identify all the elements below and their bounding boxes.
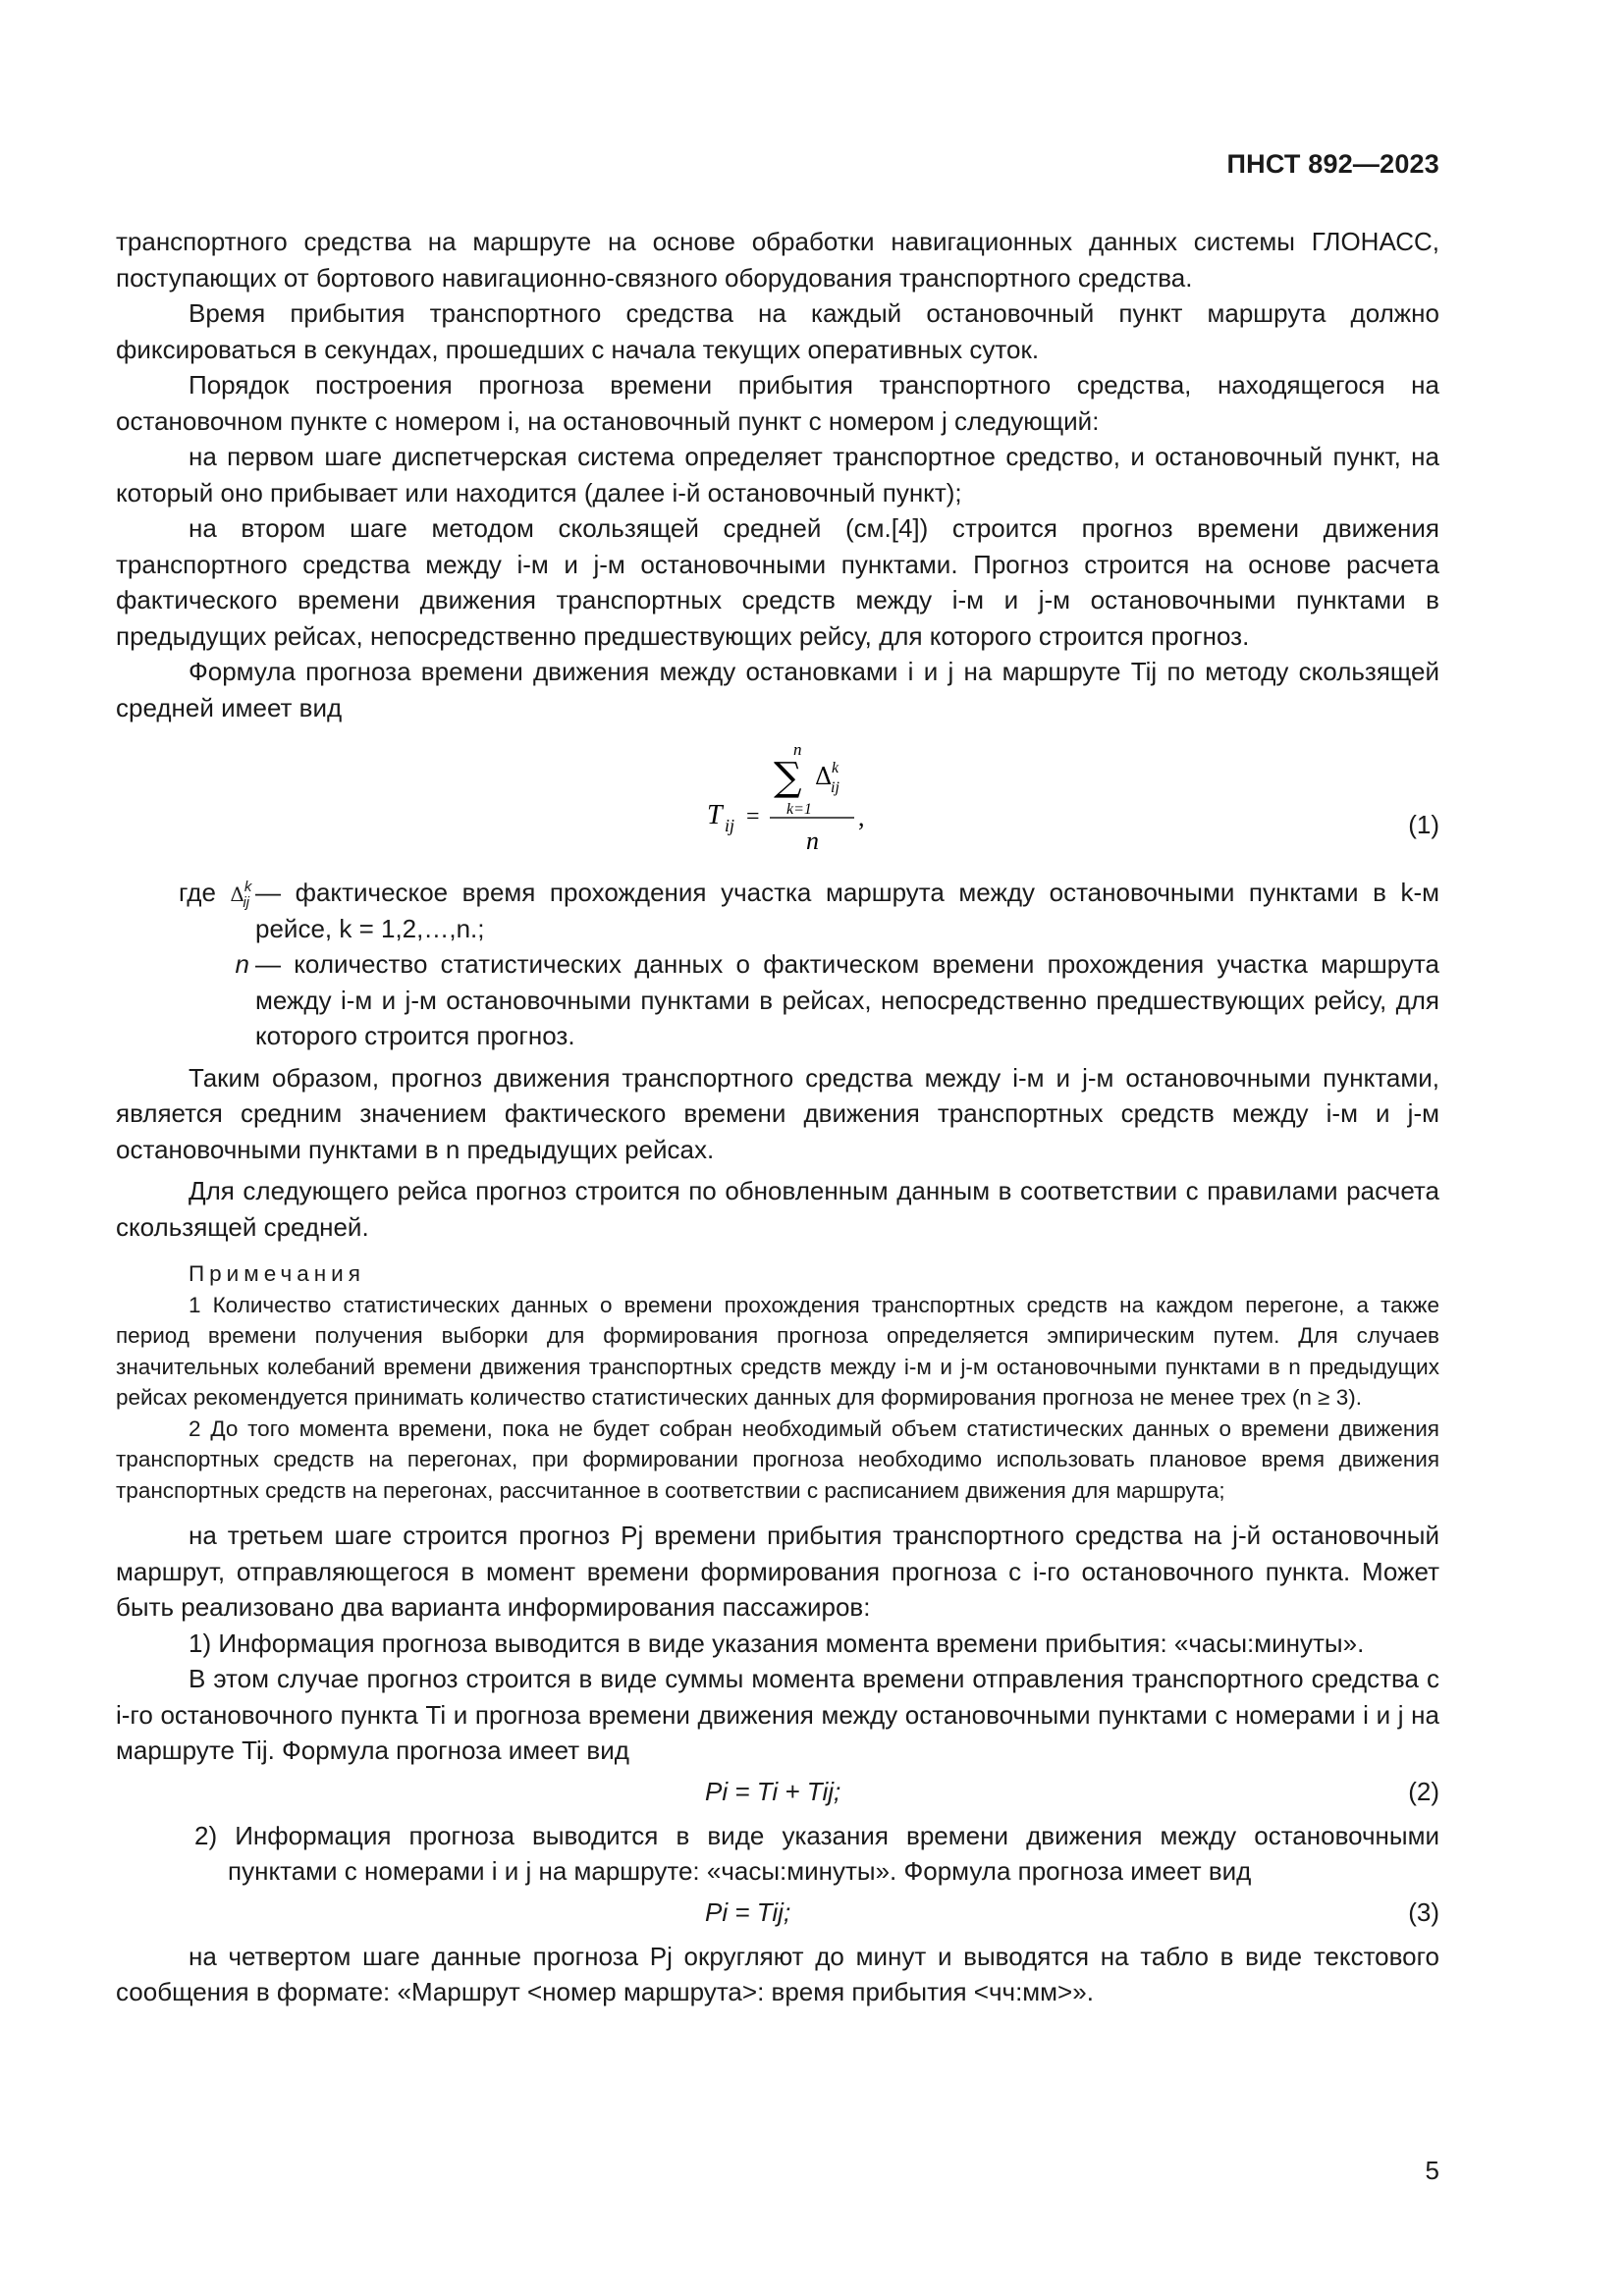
svg-text:=: =	[746, 804, 760, 829]
paragraph-1: транспортного средства на маршруте на основе обработки навигационных данных системы ГЛОНАСС, поступающих от бортового навигационно-связного оборудования транспортного средства.	[116, 227, 1439, 293]
delta-sub: ij	[831, 779, 839, 796]
paragraph-6: Формула прогноза времени движения между остановками i и j на маршруте Tij по методу скользящей средней имеет вид	[116, 657, 1439, 722]
sum-upper-limit: n	[793, 740, 802, 759]
formula-1	[116, 733, 1439, 871]
equation-number-1: (1)	[1408, 810, 1439, 839]
document-id: ПНСТ 892—2023	[1226, 149, 1439, 179]
delta-symbol: Δ	[815, 763, 833, 790]
page-body	[116, 224, 1439, 2010]
paragraph-9: на третьем шаге строится прогноз Pj времени прибытия транспортного средства на j-й остановочный маршрут, отправляющегося в момент времени формирования прогноза с i-го остановочного пункта. Может быть реализовано два варианта информирования пассажиров:	[116, 1521, 1439, 1622]
formula-2	[116, 1769, 1439, 1818]
paragraph-11: В этом случае прогноз строится в виде суммы момента времени отправления транспортного средства с i-го остановочного пункта Ti и прогноза времени движения между остановочными пунктами с номерами i и j на маршруте Tij. Формула прогноза имеет вид	[116, 1664, 1439, 1765]
paragraph-8: Для следующего рейса прогноз строится по обновленным данным в соответствии с правилами расчета скользящей средней.	[116, 1176, 1439, 1242]
delta-sup: k	[832, 760, 839, 776]
definition-symbol: где $\Delta^k_{ij}$	[178, 878, 252, 911]
definition-text: — фактическое время прохождения участка маршрута между остановочными пунктами в k-м рейсе, k = 1,2,…,n.;	[255, 878, 1439, 943]
paragraph-4: на первом шаге диспетчерская система определяет транспортное средство, и остановочный пункт, на который оно прибывает или находится (далее i-й остановочный пункт);	[116, 442, 1439, 507]
notes-title: Примечания	[189, 1261, 365, 1286]
sum-lower-limit: k=1	[786, 801, 812, 818]
formula-3-expression: Pi = Tij;	[705, 1896, 791, 1927]
page-number: 5	[1425, 2156, 1439, 2185]
paragraph-12: 2) Информация прогноза выводится в виде указания времени движения между остановочными пунктами с номерами i и j на маршруте: «часы:минуты». Формула прогноза имеет вид	[194, 1820, 1439, 1886]
sum-sign-icon: ∑	[774, 755, 802, 800]
note-1: 1 Количество статистических данных о времени прохождения транспортных средств на каждом перегоне, а также период времени получения выборки для формирования прогноза определяется эмпирическим путем. Для случаев значительных колебаний времени движения транспортных средств между i-м и j-м остановочными пунктами в n предыдущих рейсах рекомендуется принимать количество статистических данных для формирования прогноза не менее трех (n ≥ 3).	[116, 1292, 1439, 1410]
paragraph-7: Таким образом, прогноз движения транспортного средства между i-м и j-м остановочными пунктами, является средним значением фактического времени движения транспортных средств между i-м и j-м остановочными пунктами в n предыдущих рейсах.	[116, 1062, 1439, 1164]
svg-text:,: ,	[858, 803, 865, 831]
notes-section	[116, 1258, 1439, 1506]
formula-denominator: n	[806, 827, 819, 855]
moving-average-formula	[705, 733, 960, 871]
formula-2-expression: Pi = Ti + Tij;	[705, 1776, 841, 1806]
equation-number-3: (3)	[1408, 1896, 1439, 1927]
definition-delta	[116, 875, 1439, 946]
paragraph-2: Время прибытия транспортного средства на каждый остановочный пункт маршрута должно фиксироваться в секундах, прошедших с начала текущих оперативных суток.	[116, 298, 1439, 364]
symbol-definitions	[116, 875, 1439, 1054]
note-2: 2 До того момента времени, пока не будет собран необходимый объем статистических данных о времени движения транспортных средств на перегонах, при формировании прогноза необходимо использовать плановое время движения транспортных средств на перегонах, рассчитанное в соответствии с расписанием движения для маршрута;	[116, 1415, 1439, 1503]
definition-n	[116, 946, 1439, 1054]
paragraph-3: Порядок построения прогноза времени прибытия транспортного средства, находящегося на остановочном пункте с номером i, на остановочный пункт с номером j следующий:	[116, 370, 1439, 436]
paragraph-13: на четвертом шаге данные прогноза Pj округляют до минут и выводятся на табло в виде текстового сообщения в формате: «Маршрут <номер маршрута>: время прибытия <чч:мм>».	[116, 1941, 1439, 2006]
definition-symbol: n	[235, 949, 249, 979]
paragraph-10: 1) Информация прогноза выводится в виде указания момента времени прибытия: «часы:минуты».	[189, 1628, 1365, 1658]
formula-lhs: T	[707, 800, 723, 830]
formula-3	[116, 1890, 1439, 1939]
definition-text: — количество статистических данных о фактическом времени прохождения участка маршрута между i-м и j-м остановочными пунктами в рейсах, непосредственно предшествующих рейсу, для которого строится прогноз.	[255, 949, 1439, 1050]
paragraph-5: на втором шаге методом скользящей средней (см.[4]) строится прогноз времени движения транспортного средства между i-м и j-м остановочными пунктами. Прогноз строится на основе расчета фактического времени движения транспортных средств между i-м и j-м остановочными пунктами в предыдущих рейсах, непосредственно предшествующих рейсу, для которого строится прогноз.	[116, 513, 1439, 651]
equation-number-2: (2)	[1408, 1776, 1439, 1806]
formula-lhs-sub: ij	[725, 816, 735, 835]
